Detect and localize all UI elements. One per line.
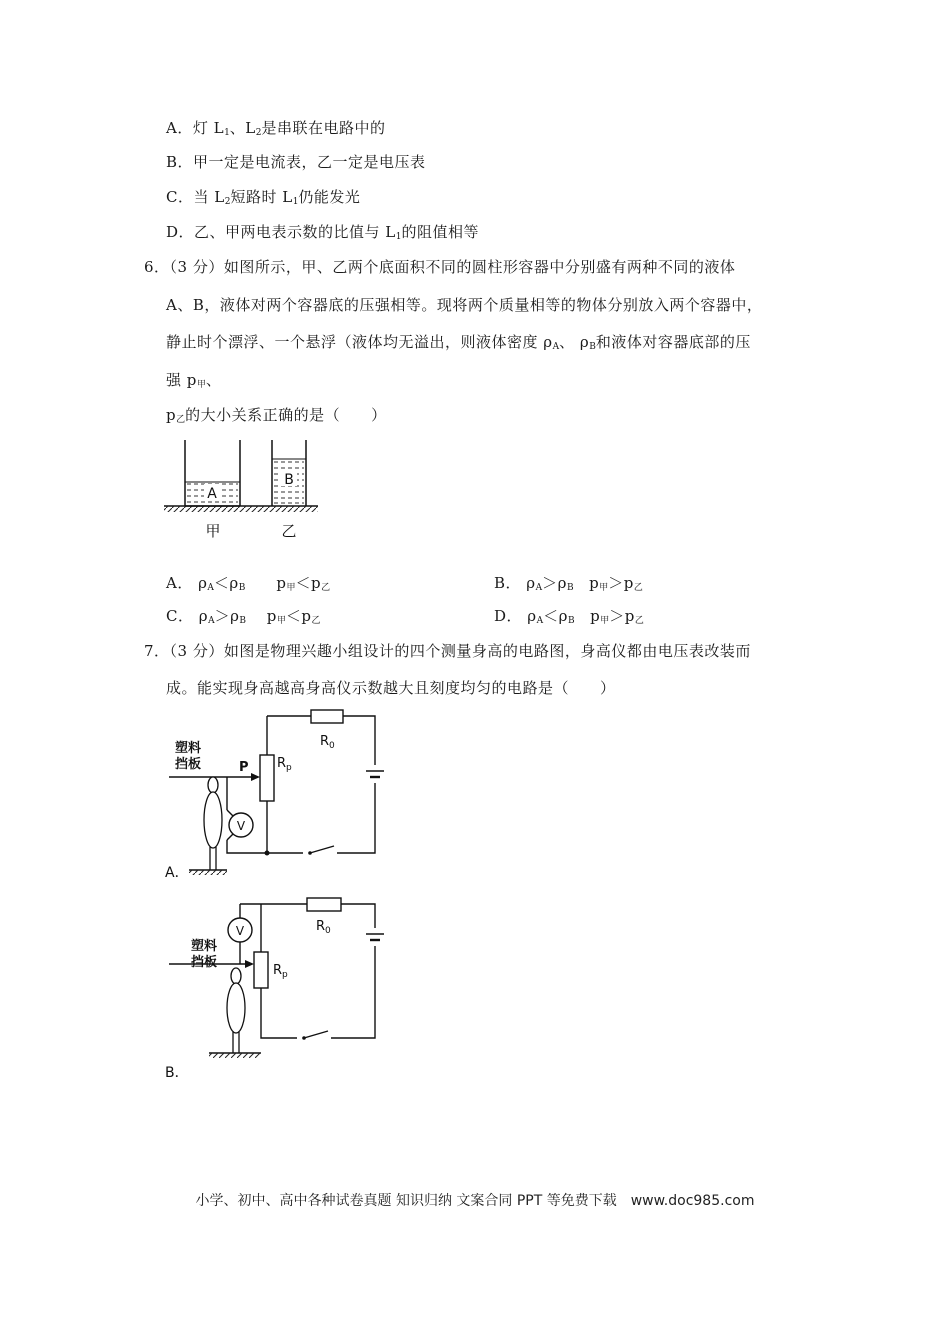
container-b-label: B bbox=[284, 472, 294, 488]
board-label-2: 挡板 bbox=[191, 955, 218, 970]
q7-stem-line1: 7．（3 分）如图是物理兴趣小组设计的四个测量身高的电路图，身高仪都由电压表改装而 bbox=[144, 642, 751, 660]
q7-circuit-b bbox=[165, 890, 395, 1085]
page-footer[interactable]: 小学、初中、高中各种试卷真题 知识归纳 文案合同 PPT 等免费下载 www.doc985.com bbox=[195, 1193, 755, 1209]
q6-stem-line1: 6．（3 分）如图所示，甲、乙两个底面积不同的圆柱形容器中分别盛有两种不同的液体 bbox=[144, 258, 736, 276]
person-head bbox=[208, 777, 218, 793]
person-body bbox=[227, 983, 245, 1033]
person-head bbox=[231, 968, 241, 984]
container-yi-label: 乙 bbox=[281, 522, 297, 540]
board-label-2: 挡板 bbox=[175, 757, 202, 772]
q6-stem-line3: 静止时个漂浮、一个悬浮（液体均无溢出，则液体密度 $\rho_A$、 $\rho_B$和液体对容器底部的压 bbox=[166, 333, 751, 352]
rp-label: $R_p$ bbox=[273, 963, 288, 980]
person-body bbox=[204, 792, 222, 848]
q6-option-c: C． $\rho_A>\rho_B$ $p_甲<p_乙$ bbox=[166, 607, 321, 626]
q6-stem-line5: $p_乙$的大小关系正确的是（ ） bbox=[166, 406, 387, 425]
board-label-1: 塑料 bbox=[175, 741, 202, 756]
rheostat-rp bbox=[254, 952, 268, 988]
slider-p-label: P bbox=[239, 760, 249, 775]
q6-stem-line2: A、B，液体对两个容器底的压强相等。现将两个质量相等的物体分别放入两个容器中， bbox=[166, 296, 763, 314]
rp-label: $R_p$ bbox=[277, 756, 292, 773]
junction-dot bbox=[265, 851, 270, 856]
q5-option-a: A．灯 $L_1$、$L_2$是串联在电路中的 bbox=[166, 119, 386, 138]
resistor-r0 bbox=[311, 710, 343, 723]
board-label-1: 塑料 bbox=[191, 939, 218, 954]
slider-arrow bbox=[245, 960, 254, 968]
r0-label: $R_0$ bbox=[316, 919, 331, 936]
q5-option-b: B．甲一定是电流表，乙一定是电压表 bbox=[166, 153, 426, 171]
q7-circuit-a bbox=[165, 705, 395, 890]
container-a-label: A bbox=[207, 486, 217, 502]
q6-option-b: B． $\rho_A>\rho_B$ $p_甲>p_乙$ bbox=[494, 574, 643, 593]
container-jia-label: 甲 bbox=[205, 522, 221, 540]
resistor-r0 bbox=[307, 898, 341, 911]
voltmeter-label: V bbox=[235, 924, 245, 938]
circuit-b-option-label: B． bbox=[165, 1065, 189, 1081]
q6-stem-line4: 强 $p_甲$、 bbox=[166, 371, 222, 390]
rheostat-rp bbox=[260, 755, 274, 801]
r0-label: $R_0$ bbox=[320, 734, 335, 751]
voltmeter-label: V bbox=[236, 819, 246, 833]
q5-option-c: C．当 $L_2$短路时 $L_1$仍能发光 bbox=[166, 188, 361, 207]
slider-arrow bbox=[251, 773, 260, 781]
q6-option-d: D． $\rho_A<\rho_B$ $p_甲>p_乙$ bbox=[494, 607, 644, 626]
q6-option-a: A． $\rho_A<\rho_B$ $p_甲<p_乙$ bbox=[166, 574, 331, 593]
q6-containers-figure bbox=[160, 436, 325, 546]
q7-stem-line2: 成。能实现身高越高身高仪示数越大且刻度均匀的电路是（ ） bbox=[166, 679, 616, 697]
q5-option-d: D．乙、甲两电表示数的比值与 $L_1$的阻值相等 bbox=[166, 223, 480, 242]
circuit-a-option-label: A． bbox=[165, 865, 189, 881]
